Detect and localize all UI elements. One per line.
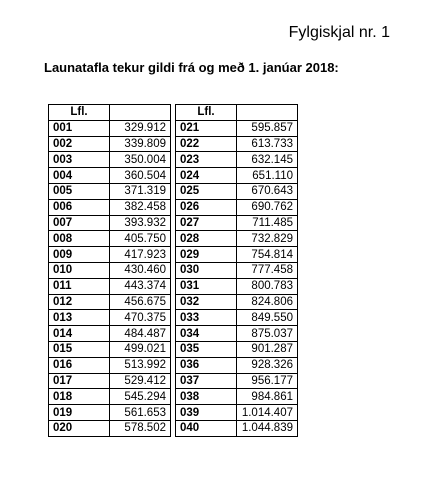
salary-amount-right: 824.806	[237, 294, 298, 310]
salary-amount-right: 875.037	[237, 326, 298, 342]
pay-grade-left: 008	[49, 231, 110, 247]
salary-amount-right: 595.857	[237, 120, 298, 136]
salary-amount-right: 754.814	[237, 247, 298, 263]
table-row	[49, 215, 298, 231]
salary-amount-left: 417.923	[110, 247, 171, 263]
pay-grade-right: 032	[176, 294, 237, 310]
header-lfl-left: Lfl.	[49, 105, 110, 121]
pay-grade-left: 014	[49, 326, 110, 342]
salary-amount-left: 529.412	[110, 373, 171, 389]
salary-amount-right: 777.458	[237, 262, 298, 278]
salary-table	[48, 104, 298, 437]
table-row	[49, 183, 298, 199]
pay-grade-right: 037	[176, 373, 237, 389]
salary-amount-left: 339.809	[110, 136, 171, 152]
salary-amount-left: 360.504	[110, 168, 171, 184]
salary-amount-left: 443.374	[110, 278, 171, 294]
salary-amount-left: 350.004	[110, 152, 171, 168]
salary-amount-left: 470.375	[110, 310, 171, 326]
pay-grade-right: 024	[176, 168, 237, 184]
table-row	[49, 278, 298, 294]
pay-grade-left: 003	[49, 152, 110, 168]
salary-amount-right: 711.485	[237, 215, 298, 231]
salary-amount-right: 849.550	[237, 310, 298, 326]
salary-amount-left: 561.653	[110, 405, 171, 421]
pay-grade-right: 031	[176, 278, 237, 294]
pay-grade-left: 019	[49, 405, 110, 421]
salary-amount-left: 405.750	[110, 231, 171, 247]
table-row	[49, 120, 298, 136]
pay-grade-right: 033	[176, 310, 237, 326]
pay-grade-right: 040	[176, 420, 237, 436]
salary-amount-right: 670.643	[237, 183, 298, 199]
salary-amount-left: 382.458	[110, 199, 171, 215]
header-amount-left	[110, 105, 171, 121]
pay-grade-left: 001	[49, 120, 110, 136]
table-row	[49, 357, 298, 373]
table-row	[49, 326, 298, 342]
pay-grade-right: 029	[176, 247, 237, 263]
salary-amount-left: 499.021	[110, 341, 171, 357]
table-row	[49, 136, 298, 152]
salary-amount-right: 651.110	[237, 168, 298, 184]
pay-grade-left: 020	[49, 420, 110, 436]
pay-grade-right: 028	[176, 231, 237, 247]
pay-grade-left: 016	[49, 357, 110, 373]
table-row	[49, 262, 298, 278]
pay-grade-right: 035	[176, 341, 237, 357]
header-lfl-right: Lfl.	[176, 105, 237, 121]
table-row	[49, 373, 298, 389]
table-row	[49, 405, 298, 421]
page-heading: Launatafla tekur gildi frá og með 1. janúar 2018:	[44, 60, 339, 75]
pay-grade-left: 012	[49, 294, 110, 310]
pay-grade-left: 004	[49, 168, 110, 184]
pay-grade-left: 015	[49, 341, 110, 357]
salary-amount-right: 1.014.407	[237, 405, 298, 421]
pay-grade-right: 036	[176, 357, 237, 373]
pay-grade-left: 010	[49, 262, 110, 278]
salary-amount-left: 456.675	[110, 294, 171, 310]
pay-grade-left: 006	[49, 199, 110, 215]
salary-amount-right: 956.177	[237, 373, 298, 389]
pay-grade-left: 017	[49, 373, 110, 389]
salary-amount-right: 800.783	[237, 278, 298, 294]
salary-amount-right: 732.829	[237, 231, 298, 247]
salary-amount-left: 545.294	[110, 389, 171, 405]
pay-grade-right: 025	[176, 183, 237, 199]
pay-grade-left: 011	[49, 278, 110, 294]
pay-grade-right: 034	[176, 326, 237, 342]
pay-grade-right: 030	[176, 262, 237, 278]
pay-grade-right: 038	[176, 389, 237, 405]
pay-grade-right: 039	[176, 405, 237, 421]
salary-amount-right: 901.287	[237, 341, 298, 357]
table-row	[49, 341, 298, 357]
salary-amount-right: 613.733	[237, 136, 298, 152]
salary-amount-right: 1.044.839	[237, 420, 298, 436]
header-amount-right	[237, 105, 298, 121]
table-row	[49, 231, 298, 247]
pay-grade-left: 009	[49, 247, 110, 263]
salary-amount-right: 984.861	[237, 389, 298, 405]
pay-grade-right: 027	[176, 215, 237, 231]
salary-amount-left: 484.487	[110, 326, 171, 342]
pay-grade-left: 013	[49, 310, 110, 326]
pay-grade-left: 005	[49, 183, 110, 199]
salary-amount-right: 928.326	[237, 357, 298, 373]
salary-amount-right: 632.145	[237, 152, 298, 168]
table-row	[49, 199, 298, 215]
table-row	[49, 389, 298, 405]
appendix-label: Fylgiskjal nr. 1	[288, 24, 390, 41]
table-row	[49, 310, 298, 326]
salary-amount-right: 690.762	[237, 199, 298, 215]
table-row	[49, 420, 298, 436]
table-row	[49, 152, 298, 168]
salary-amount-left: 393.932	[110, 215, 171, 231]
salary-amount-left: 578.502	[110, 420, 171, 436]
pay-grade-right: 023	[176, 152, 237, 168]
pay-grade-right: 021	[176, 120, 237, 136]
pay-grade-right: 026	[176, 199, 237, 215]
pay-grade-left: 018	[49, 389, 110, 405]
table-row	[49, 168, 298, 184]
table-row	[49, 294, 298, 310]
salary-amount-left: 513.992	[110, 357, 171, 373]
table-header-row	[49, 105, 298, 121]
table-row	[49, 247, 298, 263]
salary-amount-left: 430.460	[110, 262, 171, 278]
pay-grade-left: 007	[49, 215, 110, 231]
salary-amount-left: 371.319	[110, 183, 171, 199]
salary-amount-left: 329.912	[110, 120, 171, 136]
pay-grade-left: 002	[49, 136, 110, 152]
pay-grade-right: 022	[176, 136, 237, 152]
